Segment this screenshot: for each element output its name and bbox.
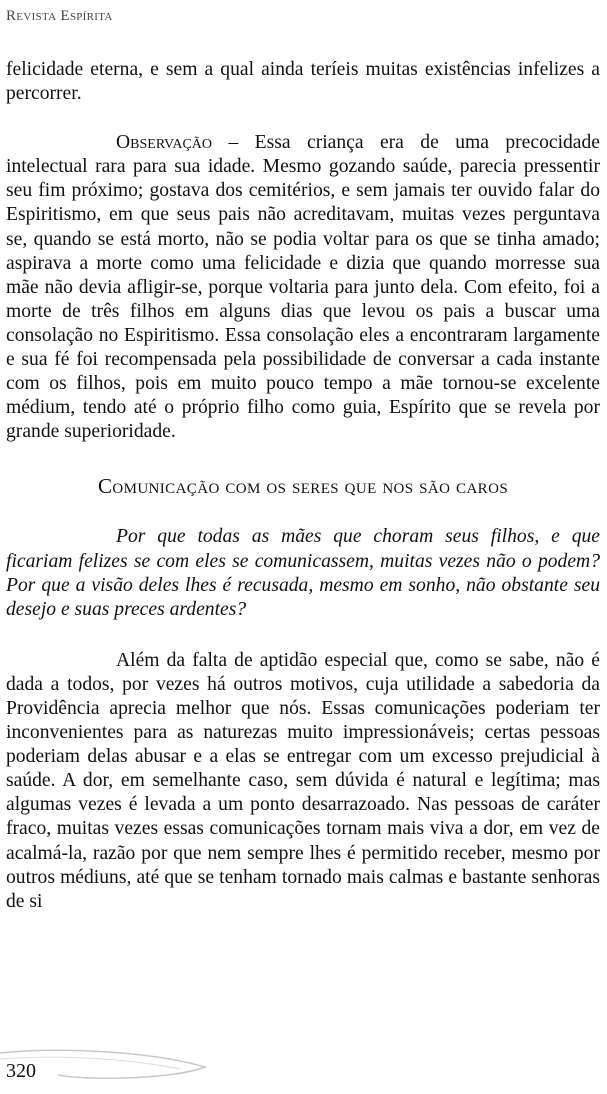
observation-paragraph	[6, 131, 600, 444]
paragraph-continuation: felicidade eterna, e sem a qual ainda teríeis muitas existências infelizes a percorrer.	[6, 59, 600, 105]
running-head: Revista Espírita	[6, 8, 113, 24]
observation-text: – Essa criança era de uma precocidade intelectual rara para sua idade. Mesmo gozando saúde, parecia pressentir seu fim próximo; gostava dos cemitérios, e sem jamais ter ouvido falar do Espiritismo, em que seus pais não acreditavam, muitas vezes perguntava se, quando se está morto, não se podia voltar para os que se tinha amado; aspirava a morte como uma felicidade e dizia que quando morresse sua mãe não devia afligir-se, porque voltaria para junto dela. Com efeito, foi a morte de três filhos em alguns dias que levou os pais a buscar uma consolação no Espiritismo. Essa consolação eles a encontraram largamente e sua fé foi recompensada pela possibilidade de conversar a cada instante com os filhos, pois em muito pouco tempo a mãe tornou-se excelente médium, tendo até o próprio filho como guia, Espírito que se revela por grande superioridade.	[6, 132, 600, 443]
page-number: 320	[6, 1060, 36, 1082]
question-paragraph: Por que todas as mães que choram seus filhos, e que ficariam felizes se com eles se comunicassem, muitas vezes não o podem? Por que a visão deles lhes é recusada, mesmo em sonho, não obstante seu desejo e suas preces ardentes?	[6, 526, 600, 620]
answer-paragraph: Além da falta de aptidão especial que, como se sabe, não é dada a todos, por vezes há outros motivos, cuja utilidade a sabedoria da Providência aprecia melhor que nós. Essas comunicações poderiam ter inconvenientes para as naturezas muito impressionáveis; certas pessoas poderiam delas abusar e a elas se entregar com um excesso prejudicial à saúde. A dor, em semelhante caso, sem dúvida é natural e legítima; mas algumas vezes é levada a um ponto desarrazoado. Nas pessoas de caráter fraco, muitas vezes essas comunicações tornam mais viva a dor, em vez de acalmá-la, razão por que nem sempre lhes é permitido receber, mesmo por outros médiuns, até que se tenham tornado mais calmas e bastante senhoras de si	[6, 649, 600, 912]
section-title: Comunicação com os seres que nos são caros	[97, 474, 509, 499]
observation-label: Observação	[116, 132, 213, 154]
page-body	[6, 58, 600, 914]
